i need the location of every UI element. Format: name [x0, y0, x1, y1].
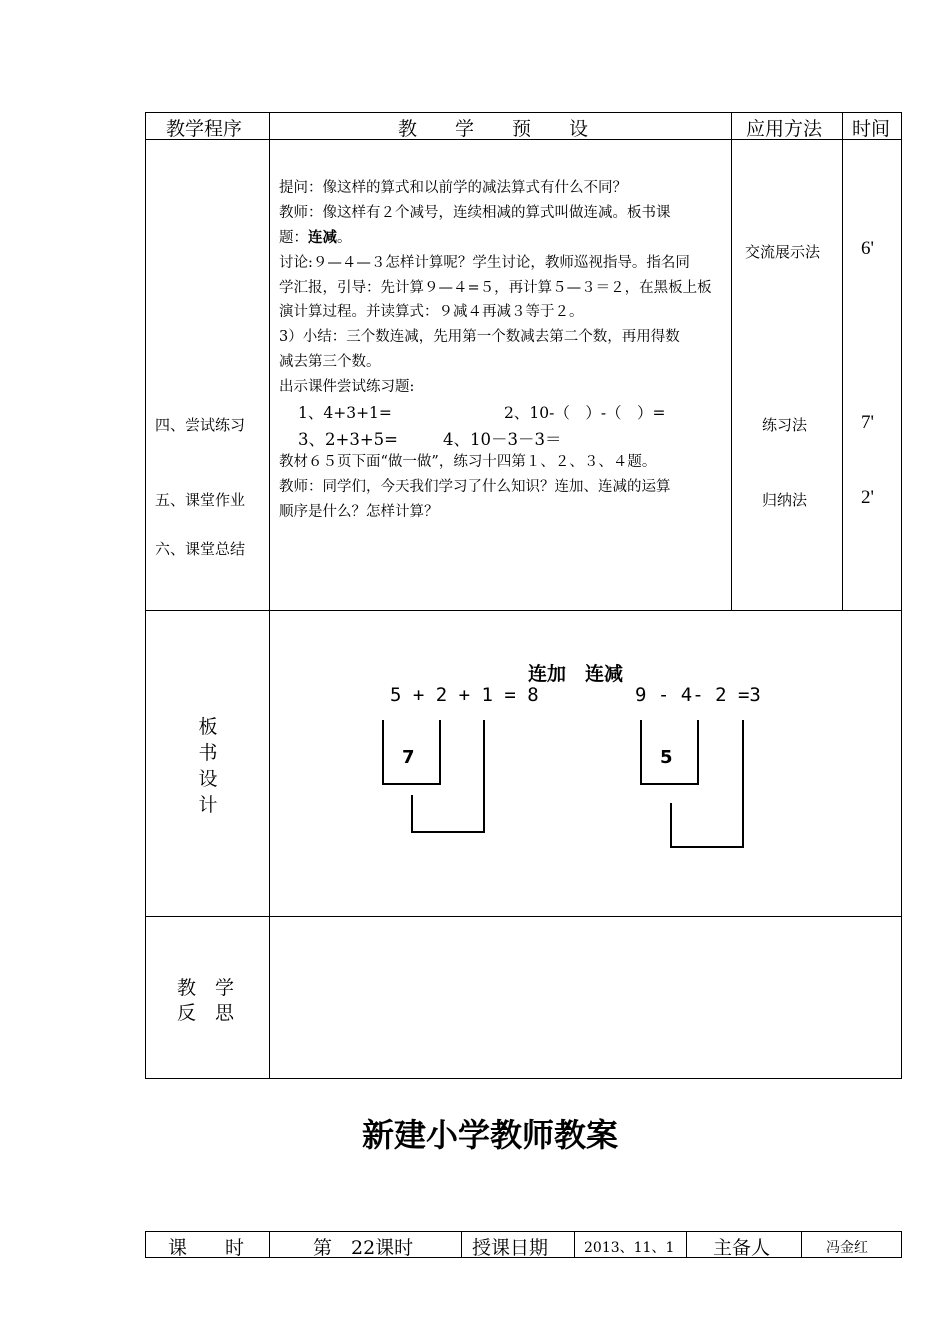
bracket-line: [670, 846, 744, 848]
header-program: 教学程序: [166, 118, 243, 140]
footer-date-value: 2013、11、1: [584, 1240, 675, 1256]
table-rule: [145, 1231, 902, 1232]
content-line: 顺序是什么？怎样计算？: [279, 504, 439, 520]
bracket-line: [439, 720, 441, 785]
content-bold-topic: 连减: [308, 229, 337, 246]
bracket-line: [640, 720, 642, 785]
exercise-item: 4、10－3－3＝: [443, 430, 562, 449]
method-exchange: 交流展示法: [745, 243, 821, 261]
footer-date-label: 授课日期: [472, 1237, 549, 1259]
time-value: 2': [861, 487, 874, 508]
content-line: 教师：像这样有２个减号，连续相减的算式叫做连减。板书课: [279, 205, 671, 221]
header-plan: 教 学 预 设: [398, 118, 589, 140]
bracket-line: [483, 720, 485, 833]
table-rule: [574, 1231, 575, 1258]
table-rule: [269, 1231, 270, 1258]
footer-period-label: 课 时: [168, 1237, 245, 1259]
board-design-label: [193, 714, 223, 818]
method-practice: 练习法: [762, 416, 808, 434]
page-title: 新建小学教师教案: [362, 1116, 619, 1154]
board-equation-sub: 9 - 4- 2 =3: [635, 684, 761, 706]
board-label-char: 板: [198, 716, 218, 738]
table-rule: [145, 1078, 902, 1079]
header-method: 应用方法: [746, 118, 823, 140]
footer-period-value: 第 22课时: [313, 1237, 414, 1259]
table-rule: [461, 1231, 462, 1258]
step-summary: 六、课堂总结: [155, 540, 246, 558]
content-line: 教材６５页下面“做一做”，练习十四第１、２、３、４题。: [279, 454, 657, 470]
step-try-practice: 四、尝试练习: [155, 416, 246, 434]
bracket-line: [382, 720, 384, 785]
table-rule: [145, 610, 902, 611]
content-line: 提问：像这样的算式和以前学的减法算式有什么不同？: [279, 180, 627, 196]
table-rule: [731, 112, 732, 611]
board-title: 连加 连减: [528, 663, 624, 685]
time-value: 6': [861, 238, 874, 259]
exercise-item: 1、4+3+1=: [298, 404, 392, 422]
bracket-line: [411, 795, 413, 833]
reflection-label-line2: 反 思: [177, 1002, 235, 1024]
board-equation-add: 5 + 2 + 1 = 8: [390, 684, 539, 706]
header-time: 时间: [852, 118, 891, 140]
board-label-char: 设: [198, 768, 218, 790]
bracket-line: [670, 803, 672, 848]
content-line: 出示课件尝试练习题:: [279, 379, 415, 395]
board-label-char: 书: [198, 742, 218, 764]
content-fragment: 。: [337, 230, 352, 246]
table-rule: [145, 1231, 146, 1258]
content-fragment: 题：: [279, 230, 308, 246]
footer-preparer-label: 主备人: [713, 1237, 771, 1259]
table-rule: [686, 1231, 687, 1258]
reflection-label-line1: 教 学: [177, 977, 235, 999]
footer-preparer-value: 冯金红: [826, 1240, 868, 1256]
bracket-line: [640, 783, 699, 785]
table-rule: [901, 112, 902, 1079]
board-label-char: 计: [198, 794, 218, 816]
bracket-line: [742, 720, 744, 848]
table-rule: [269, 112, 270, 1079]
table-rule: [145, 112, 902, 113]
content-line: [279, 226, 352, 251]
content-line: 减去第三个数。: [279, 354, 381, 370]
content-line: 学汇报，引导：先计算９—４=５，再计算５—３＝２，在黑板上板: [279, 280, 712, 296]
bracket-line: [697, 720, 699, 785]
content-line: 讨论:９—４—３怎样计算呢？学生讨论，教师巡视指导。指名同: [279, 255, 690, 271]
content-line: 演计算过程。并读算式：９减４再减３等于２。: [279, 304, 584, 320]
exercise-item: 3、2+3+5=: [298, 430, 398, 449]
bracket-line: [382, 783, 441, 785]
exercise-item: 2、10-（ ）-（ ）=: [504, 404, 666, 422]
table-rule: [842, 112, 843, 611]
bracket-line: [411, 831, 485, 833]
table-rule: [145, 112, 146, 1079]
table-rule: [801, 1231, 802, 1258]
content-line: 3）小结：三个数连减，先用第一个数减去第二个数，再用得数: [279, 329, 680, 345]
method-induction: 归纳法: [762, 491, 808, 509]
step-homework: 五、课堂作业: [155, 491, 246, 509]
table-rule: [145, 916, 902, 917]
content-line: 教师：同学们，今天我们学习了什么知识？连加、连减的运算: [279, 479, 671, 495]
time-value: 7': [861, 412, 874, 433]
board-intermediate-result: 5: [660, 747, 673, 768]
board-intermediate-result: 7: [402, 747, 415, 768]
table-rule: [901, 1231, 902, 1258]
